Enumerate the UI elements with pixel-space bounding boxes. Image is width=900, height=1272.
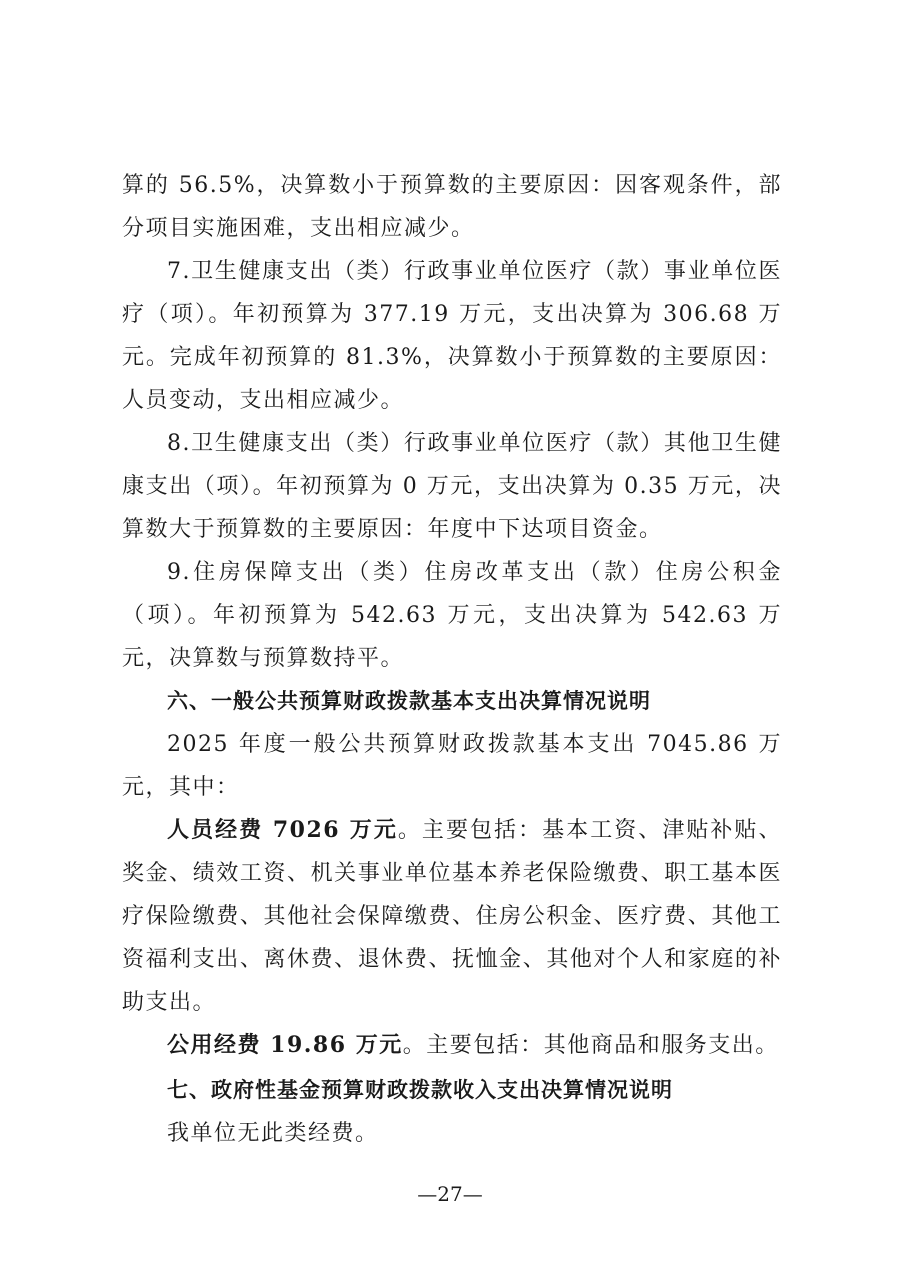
paragraph-no-funds: 我单位无此类经费。 xyxy=(167,1121,379,1146)
public-funds-label: 公用经费 19.86 万元 xyxy=(167,1032,403,1058)
section-heading-6: 六、一般公共预算财政拨款基本支出决算情况说明 xyxy=(167,689,651,713)
paragraph-item-9: 9.住房保障支出（类）住房改革支出（款）住房公积金（项）。年初预算为 542.63 万元，支出决算为 542.63 万元，决算数与预算数持平。 xyxy=(122,560,782,671)
public-funds-detail: 。主要包括：其他商品和服务支出。 xyxy=(402,1033,779,1058)
personnel-funds-label: 人员经费 7026 万元 xyxy=(167,817,398,843)
paragraph-personnel-funds xyxy=(122,809,782,1024)
personnel-funds-detail: 。主要包括：基本工资、津贴补贴、奖金、绩效工资、机关事业单位基本养老保险缴费、职工基本医疗保险缴费、其他社会保障缴费、住房公积金、医疗费、其他工资福利支出、离休费、退休费、抚恤金、其他对个人和家庭的补助支出。 xyxy=(122,818,782,1015)
paragraph-item-8: 8.卫生健康支出（类）行政事业单位医疗（款）其他卫生健康支出（项）。年初预算为 0 万元，支出决算为 0.35 万元，决算数大于预算数的主要原因：年度中下达项目资金。 xyxy=(122,431,782,542)
paragraph-item-7: 7.卫生健康支出（类）行政事业单位医疗（款）事业单位医疗（项）。年初预算为 377.19 万元，支出决算为 306.68 万元。完成年初预算的 81.3%，决算数小于预算数的主要原因：人员变动，支出相应减少。 xyxy=(122,259,782,413)
paragraph-basic-expenditure: 2025 年度一般公共预算财政拨款基本支出 7045.86 万元，其中： xyxy=(122,732,782,800)
section-heading-7: 七、政府性基金预算财政拨款收入支出决算情况说明 xyxy=(167,1078,673,1102)
paragraph-continuation: 算的 56.5%，决算数小于预算数的主要原因：因客观条件，部分项目实施困难，支出相应减少。 xyxy=(122,173,782,241)
page-number: —27— xyxy=(417,1182,483,1206)
paragraph-public-funds xyxy=(122,1024,782,1067)
document-body xyxy=(122,164,782,1155)
